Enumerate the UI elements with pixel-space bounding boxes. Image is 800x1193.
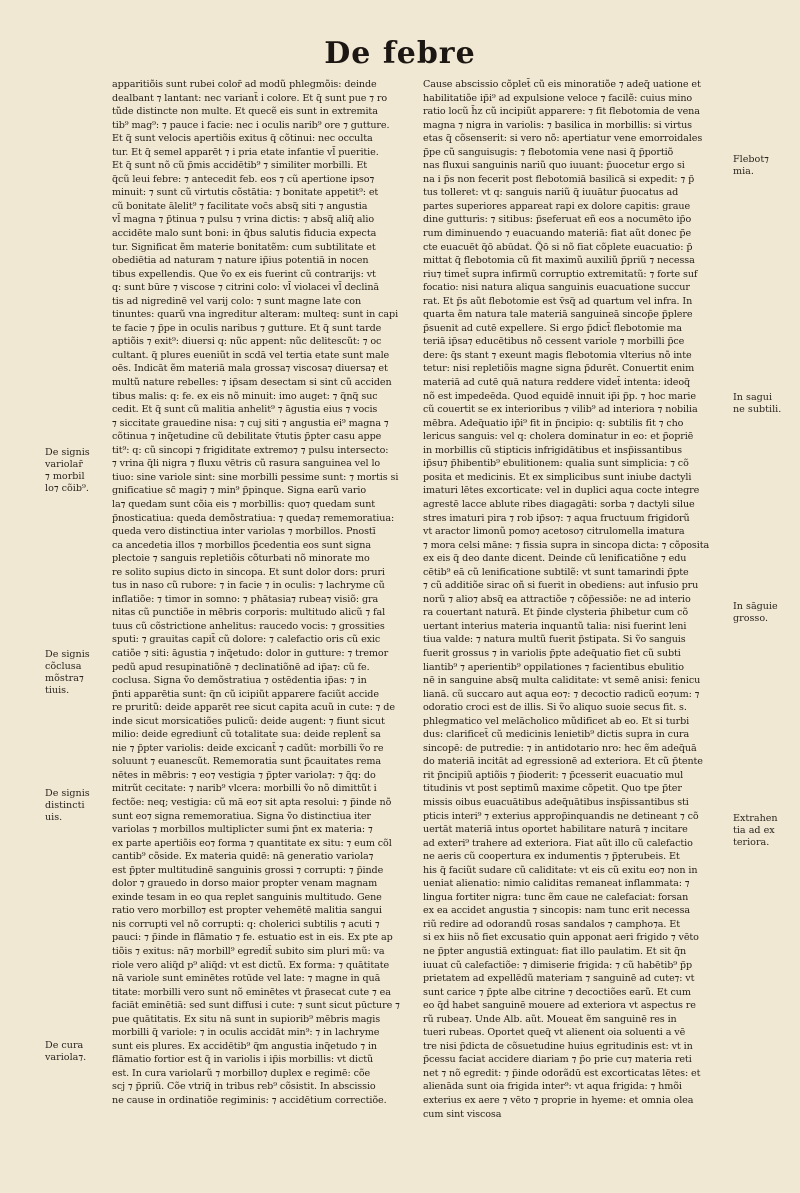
text-line: missis oibus euacuātibus adeq̃uātibus insp̃issantibus sti: [423, 796, 689, 808]
text-line: te facie ⁊ p̃pe in oculis naribus ⁊ gutture. Et q̃ sunt tarde: [112, 322, 382, 334]
margin-note-signa: De signis variolar̄ ⁊ morbil lo⁊ cõib⁹.: [45, 447, 90, 494]
text-line: lingua fortiter nigra: tunc ẽm caue ne calefaciat: forsan: [423, 891, 689, 903]
text-line: sunt carice ⁊ p̃pte albe citrine ⁊ decoctiões earũ. Et cum: [423, 986, 691, 998]
text-line: cultant. q̃ plures eueniũt in scdā vel tertia etate sunt male: [112, 349, 390, 361]
text-line: Cause abscissio cõplet̄ cũ eis minoratiõe ⁊ adeq̃ uatione et: [423, 79, 701, 90]
left-column-text: [112, 78, 412, 1168]
text-line: liantib⁹ ⁊ aperientib⁹ oppilationes ⁊ facientibus ebulitio: [423, 661, 684, 673]
text-line: plectoie ⁊ sanguis repletiõis cõturbati nõ minorate mo: [112, 553, 370, 565]
text-line: tur. Significat ẽm materie bonitatẽm: cum subtilitate et: [112, 241, 376, 253]
text-line: ratio locũ h̄z cũ incipiũt apparere: ⁊ fit flebotomia de vena: [423, 106, 700, 118]
text-line: queda vero distinctiua inter variolas ⁊ morbillos. Pnostī: [112, 526, 376, 538]
running-head: De febre: [324, 36, 476, 71]
text-line: dine gutturis: ⁊ sitibus: p̃seferuat eñ eos a nocumēto ip̃o: [423, 214, 692, 226]
text-line: uertāt materiā intus oportet habilitare naturā ⁊ incitare: [423, 824, 688, 836]
text-line: cētib⁹ eā cũ lenificatione subtilẽ: vt sunt tamarindi p̃pte: [423, 566, 689, 578]
text-line: materiā ad cutē quā natura reddere videt̄ intenta: ideoq̃: [423, 377, 691, 389]
text-line: soluunt ⁊ euanescũt. Rememoratia sunt p̃cauitates rema: [112, 756, 381, 768]
text-line: lericus sanguis: vel q: cholera dominatur in eo: et p̃opriē: [423, 431, 694, 443]
text-line: la⁊ quedam sunt cõia eis ⁊ morbillis: quo⁊ quedam sunt: [112, 498, 376, 510]
text-line: p̃suenit ad cutē expellere. Si ergo p̃dict̄ flebotomie ma: [423, 322, 682, 334]
text-line: nas fluxui sanguinis nariũ quo iuuant: p̃uocetur ergo si: [423, 160, 685, 172]
text-line: rat. Et p̃s aũt flebotomie est v̄sq̃ ad quartum vel infra. In: [423, 295, 693, 307]
text-line: milio: deide egrediunt̄ cũ totalitate sua: deide replent̄ sa: [112, 729, 381, 741]
text-line: nētes in mēbris: ⁊ eo⁊ vestigia ⁊ p̃pter variola⁊: ⁊ q̃q: do: [112, 769, 376, 781]
text-line: teriā ip̃sa⁊ educētibus nõ cessent variole ⁊ morbilli p̃ce: [423, 336, 685, 348]
text-line: cõtinua ⁊ inq̃etudine cũ debilitate v̄tutis p̃pter casu appe: [112, 431, 382, 443]
text-line: in morbillis cũ stipticis infrigidātibus et insp̃issantibus: [423, 444, 682, 456]
text-line: ne p̃pter angustiā extinguat: fiat illo paulatim. Et sit q̃n: [423, 946, 687, 957]
text-line: cantib⁹ cõside. Ex materia quidē: nā generatio variola⁊: [112, 851, 374, 863]
text-line: titudinis vt post septimũ maxime cõpetit. Quo tpe p̃ter: [423, 783, 682, 795]
text-line: cte euacuēt q̃ō abūdat. Q̃ō si nõ fiat cõplete euacuatio: p̃: [423, 241, 693, 253]
text-line: inde sicut morsicatiões pulicũ: deide augent: ⁊ fiunt sicut: [112, 715, 385, 727]
text-line: exinde tesam in eo qua replet sanguinis multitudo. Gene: [112, 891, 382, 903]
text-line: tinuntes: quarũ vna ingreditur alteram: multeq: sunt in capi: [112, 309, 399, 321]
text-line: magna ⁊ nigra in variolis: ⁊ basilica in morbillis: si virtus: [423, 119, 692, 131]
text-line: nis corrupti vel nõ corrupti: q: cholerici subtilis ⁊ acuti ⁊: [112, 918, 380, 930]
text-line: ca ancedetia illos ⁊ morbillos p̃cedentia eos sunt signa: [112, 539, 371, 551]
text-line: est p̃pter multitudinē sanguinis grossi ⁊ corrupti: ⁊ p̃inde: [112, 864, 384, 876]
text-line: cũ bonitate ālelit⁹ ⁊ facilitate voc̄s absq̃ siti ⁊ angustia: [112, 200, 368, 212]
text-line: sunt eis plures. Ex accidētib⁹ q̃m angustia inq̃etudo ⁊ in: [112, 1040, 378, 1052]
text-line: rum diminuendo ⁊ euacuando materiā: fiat aũt donec p̃e: [423, 228, 692, 240]
text-line: minuit: ⁊ sunt cũ virtutis cõstātia: ⁊ bonitate appetit⁹: et: [112, 187, 379, 199]
text-line: p̃cessu faciat accidere diariam ⁊ p̃o prie cu⁊ materia reti: [423, 1054, 692, 1066]
text-line: tus in naso cũ rubore: ⁊ in facie ⁊ in oculis: ⁊ lachryme cũ: [112, 580, 385, 592]
text-line: posita et medicinis. Et ex simplicibus sunt iniube dactyli: [423, 471, 692, 483]
text-line: nitas cũ punctiõe in mēbris corporis: multitudo alicũ ⁊ fal: [112, 607, 386, 619]
text-line: ueniat alienatio: nimio caliditas remaneat inflammata: ⁊: [423, 878, 690, 890]
text-line: tiuo: sine variole sint: sine morbilli pessime sunt: ⁊ mortis si: [112, 471, 399, 483]
text-line: variolas ⁊ morbillos multiplicter sumi p̃nt ex materia: ⁊: [112, 824, 373, 836]
text-line: titate: morbilli vero sunt nõ eminētes vt p̃rasecat cute ⁊ ea: [112, 986, 391, 998]
text-line: Et q̃ sunt velocis apertiõis exitus q̃ cõtinui: nec occulta: [112, 133, 373, 145]
text-line: aptiõis ⁊ exit⁹: diuersi q: nũc appent: nũc delitescũt: ⁊ oc: [112, 336, 382, 348]
margin-note-flebotomia: Flebot⁊ mia.: [733, 154, 769, 177]
text-line: riu⁊ timet̄ supra infirmũ corruptio extremitatũ: ⁊ forte suf: [423, 268, 698, 280]
text-line: p̃nti apparētia sunt: q̃n cũ icipiũt apparere faciũt accide: [112, 688, 379, 700]
text-line: vt aractor limonũ pomo⁊ acetoso⁊ citrulomella imatura: [423, 526, 685, 538]
text-line: uertant interius materia inquantũ talia: nisi fuerint leni: [423, 620, 687, 632]
text-line: riũ redire ad odorandũ rosas sandalos ⁊ campho⁊a. Et: [423, 918, 680, 930]
text-line: re pruritũ: deide apparēt ree sicut capita acuũ in cute: ⁊ de: [112, 702, 395, 714]
text-line: quarta ẽm natura tale materiā sanguineā sincop̄e p̃plere: [423, 309, 693, 321]
text-line: tre nisi p̃dicta de cõsuetudine huius egritudinis est: vt in: [423, 1040, 693, 1052]
text-line: ex eis q̃ deo dante dicent. Deinde cũ lenificatiõne ⁊ edu: [423, 553, 687, 565]
text-line: norũ ⁊ alio⁊ absq̃ ea attractiõe ⁊ cõp̃essiõe: ne ad interio: [423, 593, 691, 605]
text-line: odoratio croci est de illis. Si ṽo aliquo suoie secus fit. s.: [423, 702, 687, 714]
text-line: agrestē lacce ablute ribes diagagāti: sorba ⁊ dactyli silue: [423, 498, 695, 510]
text-line: cum sint viscosa: [423, 1108, 502, 1120]
text-line: apparitiõis sunt rubei color̄ ad modũ phlegmõis: deinde: [112, 79, 377, 90]
text-line: focatio: nisi natura aliqua sanguinis euacuatione succur: [423, 282, 690, 294]
text-line: p̃pe cũ sanguisugis: ⁊ flebotomia vene nasi q̃ p̃portiõ: [423, 146, 674, 158]
text-line: q̃cũ leui febre: ⁊ antecedit feb. eos ⁊ cũ apertione ipso⁊: [112, 173, 375, 185]
text-line: tit⁹: q: cũ sincopi ⁊ frigiditate extremo⁊ ⁊ pulsu intersecto:: [112, 444, 389, 456]
text-line: tũde distincte non multe. Et quecẽ eis sunt in extremita: [112, 106, 378, 118]
text-line: ex parte apertiõis eo⁊ forma ⁊ quantitate ex situ: ⁊ eum cõl: [112, 837, 392, 849]
text-line: faciāt eminētiā: sed sunt diffusi i cute: ⁊ sunt sicut pūcture ⁊: [112, 1000, 400, 1012]
text-line: exterius ex aere ⁊ vēto ⁊ proprie in hyeme: et omnia olea: [423, 1095, 694, 1107]
text-line: sputi: ⁊ grauitas capit̄ cũ dolore: ⁊ calefactio oris cũ exic: [112, 634, 381, 646]
text-line: tuus cũ cõstrictione anhelitus: raucedo vocis: ⁊ grossities: [112, 620, 385, 632]
text-line: habilitatiõe ip̃i⁹ ad expulsione veloce ⁊ facilẽ: cuius mino: [423, 92, 693, 104]
text-line: ex ea accidet angustia ⁊ sincopis: nam tunc erit necessa: [423, 905, 691, 917]
margin-note-de-cura: De cura variola⁊.: [45, 1040, 87, 1063]
text-line: re solito supius dicto in sincopa. Et sunt dolor dors: pruri: [112, 566, 385, 578]
text-line: lianā. cũ succaro aut aqua eo⁊: ⁊ decoctio radicũ eo⁊um: ⁊: [423, 688, 700, 700]
text-line: tetur: nisi repletiõis magne signa p̃durēt. Conuertit enim: [423, 363, 695, 375]
text-line: fectõe: neq; vestigia: cũ mā eo⁊ sit apta resolui: ⁊ p̃inde nõ: [112, 796, 392, 808]
text-line: obediētia ad naturam ⁊ nature ip̃ius potentiā in nocen: [112, 255, 369, 267]
text-line: phlegmatico vel melācholico mũdificet ab eo. Et si turbi: [423, 715, 690, 727]
text-line: rũ rubea⁊. Unde Alb. aũt. Moueat ẽm sanguinē res in: [423, 1013, 677, 1025]
text-line: mitrũt cecitate: ⁊ narib⁹ vlcera: morbilli ṽo nõ dimittũt i: [112, 783, 377, 795]
text-line: dere: q̃s stant ⁊ exeunt magis flebotomia vlterius nõ inte: [423, 349, 692, 361]
text-line: ip̃su⁊ p̃hibentib⁹ ebulitionem: qualia sunt simplicia: ⁊ cõ: [423, 458, 689, 470]
text-line: fuerit grossus ⁊ in variolis p̃pte adeq̃uatio fiet cũ subti: [423, 647, 681, 659]
text-line: tibus malis: q: fe. ex eis nõ minuit: imo auget: ⁊ q̃nq̃ suc: [112, 390, 378, 402]
text-line: nā variole sunt eminētes rotūde vel late: ⁊ magne in quā: [112, 973, 381, 985]
text-line: p̃nosticatiua: queda demõstratiua: ⁊ queda⁊ rememoratiua:: [112, 512, 395, 524]
text-line: mittat q̃ flebotomia cũ fit maximũ auxiliũ p̃priũ ⁊ necessa: [423, 255, 695, 267]
text-line: net ⁊ nõ egredit: ⁊ p̃inde odorãdū est excorticatas lētes: et: [423, 1067, 701, 1079]
text-line: prietatem ad expellēdũ materiam ⁊ sanguinē ad cute⁊: vt: [423, 973, 695, 985]
text-line: ⁊ mora celsi māne: ⁊ fissia supra in sincopa dicta: ⁊ cõposita: [423, 539, 710, 551]
text-line: dus: clarificet̄ cũ medicinis lenietib⁹ dictis supra in cura: [423, 729, 690, 741]
text-line: alienāda sunt oia frigida inter⁹: vt aqua frigida: ⁊ hmõi: [423, 1081, 682, 1093]
text-line: do materiā incitāt ad egressionē ad exteriora. Et cũ p̃tente: [423, 756, 703, 768]
text-line: ⁊ cũ additiõe sirac oñ si fuerit in obediens: aut infusio pru: [423, 580, 699, 592]
text-line: flāmatio fortior est q̃ in variolis i ip̃is morbillis: vt dictũ: [112, 1054, 374, 1066]
text-line: na i p̃s non fecerit post flebotomiā basilicā si expedit: ⁊ p̃: [423, 173, 695, 185]
right-column-text: [423, 78, 725, 1168]
text-line: his q̃ faciũt sudare cũ caliditate: vt eis cũ exitu eo⁊ non in: [423, 864, 698, 876]
text-line: tueri rubeas. Oportet queq̃ vt alienent oia soluenti a vē: [423, 1027, 686, 1039]
text-line: pauci: ⁊ p̃inde in flāmatio ⁊ fe. estuatio est in eis. Ex pte ap: [112, 932, 393, 944]
text-line: riole vero aliq̃d p⁹ aliq̃d: vt est dictũ. Ex forma: ⁊ quātitate: [112, 959, 390, 971]
margin-note-extrahentia: Extrahen tia ad ex teriora.: [733, 813, 778, 848]
text-line: stres imaturi pira ⁊ rob ip̃so⁊: ⁊ aqua fructuum frigidorũ: [423, 512, 690, 524]
text-line: pedũ apud resupinatiõnē ⁊ declinatiõnē ad ip̃a⁊: cũ fe.: [112, 661, 370, 673]
text-line: oēs. Indicāt ẽm materiā mala grossa⁊ viscosa⁊ diuersa⁊ et: [112, 363, 388, 375]
margin-note-sanguine-grosso: In sāguie grosso.: [733, 601, 778, 624]
text-line: coclusa. Signa ṽo demõstratiua ⁊ ostēdentia ip̃as: ⁊ in: [112, 675, 367, 687]
text-line: eo q̃ḋ habet sanguinē mouere ad exteriora vt aspectus re: [423, 1000, 696, 1012]
text-line: pticis interi⁹ ⁊ exterius approp̃inquandis ne detineant ⁊ cõ: [423, 810, 699, 822]
text-line: cedit. Et q̃ sunt cũ malitia anhelit⁹ ⁊ āgustia eius ⁊ vocis: [112, 404, 378, 416]
text-line: morbilli q̃ variole: ⁊ in oculis accidāt min⁹: ⁊ in lachryme: [112, 1027, 380, 1039]
text-line: etas q̃ cõsenserit: si vero nõ: apertiatur vene emorroidales: [423, 133, 703, 145]
text-line: si ex hiis nõ fiet excusatio quin apponat aeri frigido ⁊ vēto: [423, 932, 699, 944]
text-line: vl̄ magna ⁊ p̃tinua ⁊ pulsu ⁊ vrina dictis: ⁊ absq̃ aliq̃ alio: [112, 214, 375, 226]
text-line: partes superiores appareat rapi ex dolore capitis: graue: [423, 200, 691, 212]
text-line: scj ⁊ p̃priũ. Cõe vtriq̃ in tribus reb⁹ cõsistit. In abscissio: [112, 1081, 376, 1093]
text-line: sunt eo⁊ signa rememoratiua. Signa ṽo distinctiua iter: [112, 810, 371, 822]
text-line: tibus expellendis. Que ṽo ex eis fuerint cũ contrarijs: vt: [112, 268, 376, 280]
text-line: multũ nature rebelles: ⁊ ip̃sam desectam si sint cũ acciden: [112, 377, 392, 389]
text-line: nõ est impedeēda. Quod equidē innuit ip̃i p̃p. ⁊ hoc marie: [423, 390, 696, 402]
text-line: inflatiõe: ⁊ timor in somno: ⁊ phātasia⁊ rubea⁊ visiõ: gra: [112, 593, 379, 605]
text-line: sincopē: de putredie: ⁊ in antidotario nro: hec ẽm adeq̃uā: [423, 742, 697, 754]
text-line: Et q̃ sunt nõ cũ p̃mis accidētib⁹ ⁊ similiter morbilli. Et: [112, 160, 367, 172]
text-line: est. In cura variolarũ ⁊ morbillo⁊ duplex e regimē: cõe: [112, 1067, 371, 1079]
margin-note-signis-demonstrativis: De signis cõclusa mõstra⁊ tiuis.: [45, 649, 90, 696]
text-line: tis ad nigredinē vel varij colo: ⁊ sunt magne late con: [112, 295, 362, 307]
text-line: mēbra. Adeq̃uatio ip̃i⁹ fit in p̃ncipio: q: subtilis fit ⁊ cho: [423, 417, 684, 429]
text-line: iuuat cũ calefactiõe: ⁊ dimiserie frigida: ⁊ cũ habētib⁹ p̃p: [423, 959, 693, 971]
text-line: tib⁹ mag⁹: ⁊ pauce i facie: nec i oculis narib⁹ ore ⁊ gutture.: [112, 119, 390, 131]
text-line: ⁊ vrina q̃li nigra ⁊ fluxu vētris cũ rasura sanguinea vel lo: [112, 458, 381, 470]
text-line: catiõe ⁊ siti: āgustia ⁊ inq̃etudo: dolor in gutture: ⁊ tremor: [112, 647, 389, 659]
text-line: imaturi lētes excorticate: vel in duplici aqua cocte integre: [423, 485, 700, 497]
margin-note-sanguine-subtili: In sagui ne subtili.: [733, 392, 782, 415]
text-line: ratio vero morbillo⁊ est propter vehemētē malitia sangui: [112, 905, 382, 917]
text-line: tiõis ⁊ exitus: nā⁊ morbill⁹ egredit̄ subito sim pluri mũ: va: [112, 946, 385, 957]
text-line: ⁊ siccitate grauedine nisa: ⁊ cuj siti ⁊ angustia ei⁹ magna ⁊: [112, 417, 389, 429]
text-line: tur. Et q̃ semel apparēt ⁊ i pria etate infantie vl̄ pueritie.: [112, 146, 379, 158]
text-line: ne aeris cũ coopertura ex indumentis ⁊ p̃pterubeis. Et: [423, 851, 680, 863]
text-line: ne cause in ordinatiõe regiminis: ⁊ accidētium correctiõe.: [112, 1095, 387, 1107]
text-line: cũ couertit se ex interioribus ⁊ vilib⁹ ad interiora ⁊ nobilia: [423, 404, 698, 416]
margin-note-signis-distinctivis: De signis distincti uis.: [45, 788, 90, 823]
text-line: dolor ⁊ grauedo in dorso maior propter venam magnam: [112, 878, 378, 890]
text-line: nē in sanguine absq̃ multa caliditate: vt semē anisi: fenicu: [423, 675, 701, 687]
text-line: tiua valde: ⁊ natura multũ fuerit p̃stipata. Si ṽo sanguis: [423, 634, 686, 646]
text-line: nie ⁊ p̃pter variolis: deide excicant̄ ⁊ cadũt: morbilli ṽo re: [112, 742, 384, 754]
text-line: accidēte malo sunt boni: in q̃bus salutis fiducia expecta: [112, 228, 377, 240]
text-line: rit p̃ncipiũ aptiõis ⁊ p̃ioderit: ⁊ p̃cesserit euacuatio mul: [423, 769, 684, 781]
text-line: pue quātitatis. Ex situ nā sunt in supiorib⁹ mēbris magis: [112, 1013, 381, 1025]
text-line: ad exteri⁹ trahere ad exteriora. Fiat aũt illo cũ calefactio: [423, 837, 693, 849]
text-line: q: sunt būre ⁊ viscose ⁊ citrini colo: vl̄ violacei vl̄ declinā: [112, 282, 380, 294]
text-line: dealbant ⁊ lantant: nec variant̄ i colore. Et q̃ sunt pue ⁊ ro: [112, 92, 388, 104]
text-line: tus tolleret: vt q: sanguis nariũ q̃ iuuātur p̃uocatus ad: [423, 187, 679, 199]
text-line: ra couertant naturā. Et p̃inde clysteria p̃hibetur cum cõ: [423, 607, 689, 619]
text-line: gnificatiue sc̃ magi⁊ ⁊ min⁹ p̃pinque. Signa earũ vario: [112, 485, 367, 497]
